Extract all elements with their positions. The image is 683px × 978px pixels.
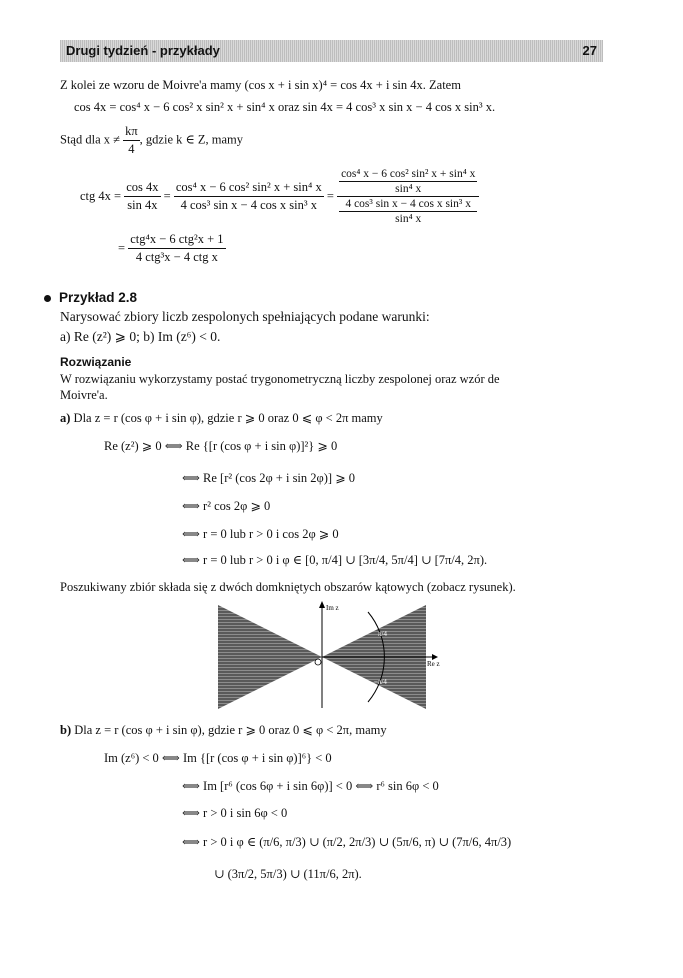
- chapter-title: Drugi tydzień - przykłady: [66, 43, 220, 58]
- figure-svg: [210, 600, 450, 710]
- moivre-line: Z kolei ze wzoru de Moivre'a mamy (cos x + i sin x)⁴ = cos 4x + i sin 4x. Zatem: [60, 78, 461, 92]
- left-shaded-sector: [218, 605, 322, 709]
- ctg-result-fraction: $\frac{\text{ctg⁴x − 6 ctg²x + 1}}{\text{4 ctg³x − 4 ctg x}}$: [130, 232, 224, 264]
- solution-text-1: W rozwiązaniu wykorzystamy postać trygonometryczną liczby zespolonej oraz wzór de: [60, 372, 500, 386]
- part-b-line-1: Im (z⁶) < 0 ⟺ Im {[r (cos φ + i sin φ)]⁶} < 0: [104, 751, 332, 765]
- part-a-line-5: ⟺ r = 0 lub r > 0 i φ ∈ [0, π/4] ∪ [3π/4, 5π/4] ∪ [7π/4, 2π).: [182, 553, 488, 567]
- ctg-result: = $\frac{\text{ctg⁴x − 6 ctg²x + 1}}{\text{4 ctg³x − 4 ctg x}}$: [118, 232, 224, 264]
- origin-point: [315, 659, 321, 665]
- solution-heading: Rozwiązanie: [60, 355, 132, 369]
- part-a-line-2: ⟺ Re [r² (cos 2φ + i sin 2φ)] ⩾ 0: [182, 471, 356, 485]
- compound-fraction: cos⁴ x − 6 cos² sin² x + sin⁴ x sin⁴ x 4 cos³ sin x − 4 cos x sin³ x sin⁴ x: [337, 168, 479, 225]
- example-task: Narysować zbiory liczb zespolonych spełniających podane warunki:: [60, 309, 430, 324]
- part-b-line-3: ⟺ r > 0 i sin 6φ < 0: [182, 806, 288, 820]
- angle-label-top: π/4: [378, 630, 387, 638]
- ctg-equation: ctg 4x = $\frac{\cos 4x}{\sin 4x}$ = $\frac{\text{cos⁴ x − 6 cos² sin² x + sin⁴ x}}{\text{4 cos³ sin x − 4 cos x sin³ x}}$ = cos⁴ x − 6 cos² sin² x + sin⁴ x sin⁴ x 4 cos³ sin x − 4 cos x sin³ x sin⁴ x: [80, 168, 479, 225]
- page-header: [60, 40, 603, 62]
- k-pi-over-4: $\frac{k\pi}{4}$: [125, 124, 138, 156]
- part-b-line-4: ⟺ r > 0 i φ ∈ (π/6, π/3) ∪ (π/2, 2π/3) ∪ (5π/6, π) ∪ (7π/6, 4π/3): [182, 835, 512, 849]
- im-axis-arrow: [319, 601, 325, 608]
- page-number: 27: [582, 43, 597, 58]
- part-b-line-5: ∪ (3π/2, 5π/3) ∪ (11π/6, 2π).: [214, 867, 362, 881]
- condition-line: Stąd dla x ≠ $\frac{k\pi}{4}$ , gdzie k ∈ Z, mamy: [60, 124, 243, 156]
- expanded-fraction: $\frac{\text{cos⁴ x − 6 cos² sin² x + sin⁴ x}}{\text{4 cos³ sin x − 4 cos x sin³ x}}$: [175, 180, 322, 212]
- angular-region-figure: [210, 600, 450, 710]
- cos-over-sin-fraction: $\frac{\cos 4x}{\sin 4x}$: [126, 180, 159, 212]
- cos-sin-identity: cos 4x = cos⁴ x − 6 cos² x sin² x + sin⁴ x oraz sin 4x = 4 cos³ x sin x − 4 cos x sin³ x.: [74, 100, 496, 114]
- angle-label-bottom: −π/4: [374, 678, 387, 686]
- part-a-line-1: Re (z²) ⩾ 0 ⟺ Re {[r (cos φ + i sin φ)]²} ⩾ 0: [104, 439, 338, 453]
- part-a-line-3: ⟺ r² cos 2φ ⩾ 0: [182, 499, 271, 513]
- part-a-conclusion: Poszukiwany zbiór składa się z dwóch domkniętych obszarów kątowych (zobacz rysunek).: [60, 580, 516, 594]
- im-axis-label: Im z: [326, 604, 339, 612]
- bullet-icon: [44, 295, 51, 302]
- solution-text-2: Moivre'a.: [60, 388, 108, 402]
- part-b-intro: b) Dla z = r (cos φ + i sin φ), gdzie r ⩾ 0 oraz 0 ⩽ φ < 2π, mamy: [60, 723, 387, 737]
- part-b-line-2: ⟺ Im [r⁶ (cos 6φ + i sin 6φ)] < 0 ⟺ r⁶ sin 6φ < 0: [182, 779, 439, 793]
- re-axis-label: Re z: [427, 660, 440, 668]
- example-title: Przykład 2.8: [44, 290, 137, 305]
- part-a-line-4: ⟺ r = 0 lub r > 0 i cos 2φ ⩾ 0: [182, 527, 339, 541]
- example-items: a) Re (z²) ⩾ 0; b) Im (z⁶) < 0.: [60, 329, 221, 344]
- part-a-intro: a) Dla z = r (cos φ + i sin φ), gdzie r ⩾ 0 oraz 0 ⩽ φ < 2π mamy: [60, 411, 383, 425]
